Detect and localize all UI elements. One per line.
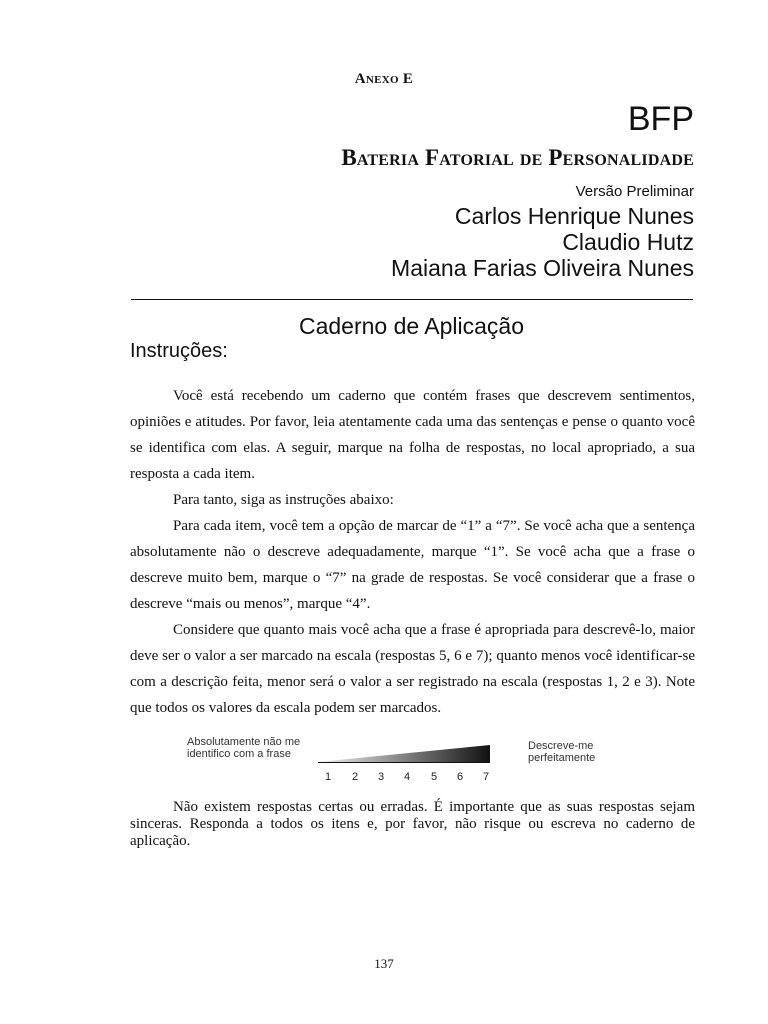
scale-value: 6 — [457, 771, 464, 783]
author-name: Carlos Henrique Nunes — [454, 203, 694, 229]
instructions-heading: Instruções: — [130, 340, 228, 362]
paragraph: Para cada item, você tem a opção de marcar de “1” a “7”. Se você acha que a sentença absolutamente não o descreve adequadamente, marque “1”. Se você acha que a frase o descreve muito bem, marque o “7” na grade de respostas. Se você considerar que a frase o descreve “mais ou menos”, marque “4”. — [130, 518, 695, 612]
annex-heading: Anexo E — [354, 71, 414, 87]
instructions-body — [130, 383, 695, 721]
scale-value: 1 — [325, 771, 332, 783]
version-label: Versão Preliminar — [575, 183, 694, 200]
scale-gradient-wedge — [318, 742, 494, 768]
paragraph: Para tanto, siga as instruções abaixo: — [173, 492, 394, 508]
scale-value: 7 — [483, 771, 490, 783]
acronym-title: BFP — [627, 100, 694, 138]
closing-paragraph: Não existem respostas certas ou erradas. É importante que as suas respostas sejam sinceras. Responda a todos os itens e, por favor, não risque ou escreva no caderno de aplicação. — [130, 799, 695, 849]
paragraph: Considere que quanto mais você acha que a frase é apropriada para descrevê-lo, maior deve ser o valor a ser marcado na escala (respostas 5, 6 e 7); quanto menos você identificar-se com a descrição feita, menor será o valor a ser registrado na escala (respostas 1, 2 e 3). Note que todos os valores da escala podem ser marcados. — [130, 622, 695, 716]
author-name: Claudio Hutz — [562, 229, 694, 255]
author-name: Maiana Farias Oliveira Nunes — [391, 255, 694, 281]
scale-value: 3 — [378, 771, 385, 783]
scale-value: 4 — [404, 771, 411, 783]
scale-value: 2 — [352, 771, 359, 783]
response-scale — [0, 736, 768, 786]
document-title: Bateria Fatorial de Personalidade — [341, 145, 694, 170]
scale-left-label: Absolutamente não me identifico com a frase — [187, 736, 301, 760]
booklet-title: Caderno de Aplicação — [298, 313, 525, 339]
page-number: 137 — [374, 956, 394, 971]
scale-right-label: Descreve-me perfeitamente — [528, 740, 596, 764]
paragraph: Você está recebendo um caderno que contém frases que descrevem sentimentos, opiniões e atitudes. Por favor, leia atentamente cada uma das sentenças e pense o quanto você se identifica com elas. A seguir, marque na folha de respostas, no local apropriado, a sua resposta a cada item. — [130, 388, 695, 482]
scale-value: 5 — [431, 771, 438, 783]
divider-line — [131, 299, 693, 300]
